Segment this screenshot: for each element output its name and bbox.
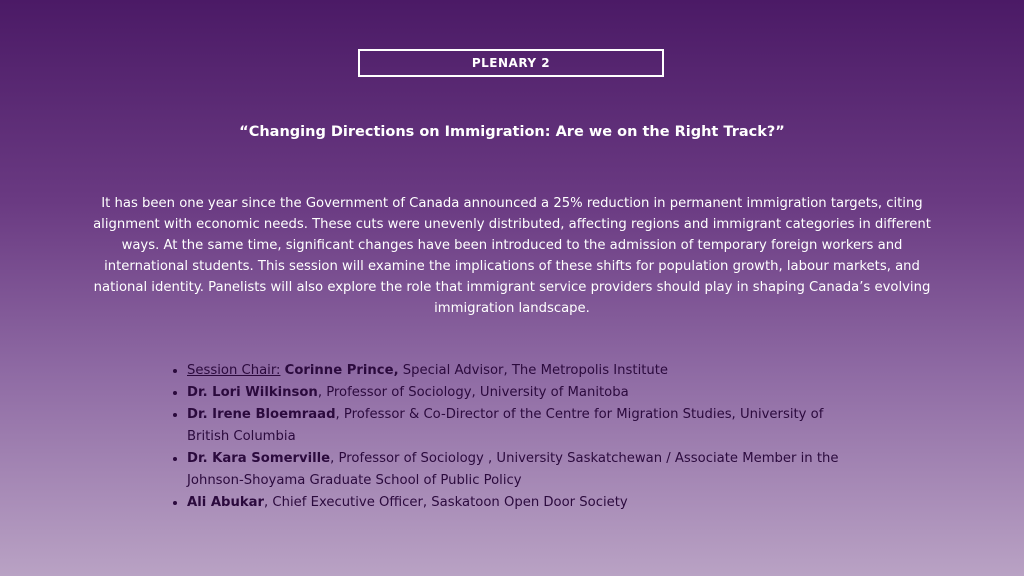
speaker-detail: , Professor of Sociology , University Saskatchewan / Associate Member in the Johnson-Shoyama Graduate School of Public Policy xyxy=(187,451,839,488)
session-chair-label: Session Chair: xyxy=(187,363,281,378)
speaker-name: Corinne Prince, xyxy=(284,363,399,378)
speaker-name: Dr. Lori Wilkinson xyxy=(187,385,318,400)
speaker-name: Dr. Irene Bloemraad xyxy=(187,407,336,422)
speaker-detail: , Chief Executive Officer, Saskatoon Open Door Society xyxy=(264,495,628,510)
speaker-list xyxy=(172,360,867,514)
speaker-detail: , Professor of Sociology, University of Manitoba xyxy=(317,385,629,400)
speaker-item-chair xyxy=(187,360,867,382)
session-title: “Changing Directions on Immigration: Are we on the Right Track?” xyxy=(239,124,785,140)
speaker-name: Dr. Kara Somerville xyxy=(187,451,331,466)
speaker-item-wilkinson xyxy=(187,382,867,404)
speaker-detail: , Professor & Co-Director of the Centre for Migration Studies, University of British Columbia xyxy=(187,407,824,444)
speaker-detail: Special Advisor, The Metropolis Institute xyxy=(398,363,669,378)
session-description: It has been one year since the Government of Canada announced a 25% reduction in permanent immigration targets, citing alignment with economic needs. These cuts were unevenly distributed, affecting regions and immigrant categories in different ways. At the same time, significant changes have been introduced to the admission of temporary foreign workers and international students. This session will examine the implications of these shifts for population growth, labour markets, and national identity. Panelists will also explore the role that immigrant service providers should play in shaping Canada’s evolving immigration landscape. xyxy=(93,196,931,316)
speaker-name: Ali Abukar xyxy=(187,495,265,510)
speaker-item-bloemraad xyxy=(187,404,867,448)
plenary-badge: PLENARY 2 xyxy=(358,49,664,77)
speaker-item-somerville xyxy=(187,448,867,492)
speaker-item-abukar xyxy=(187,492,867,514)
